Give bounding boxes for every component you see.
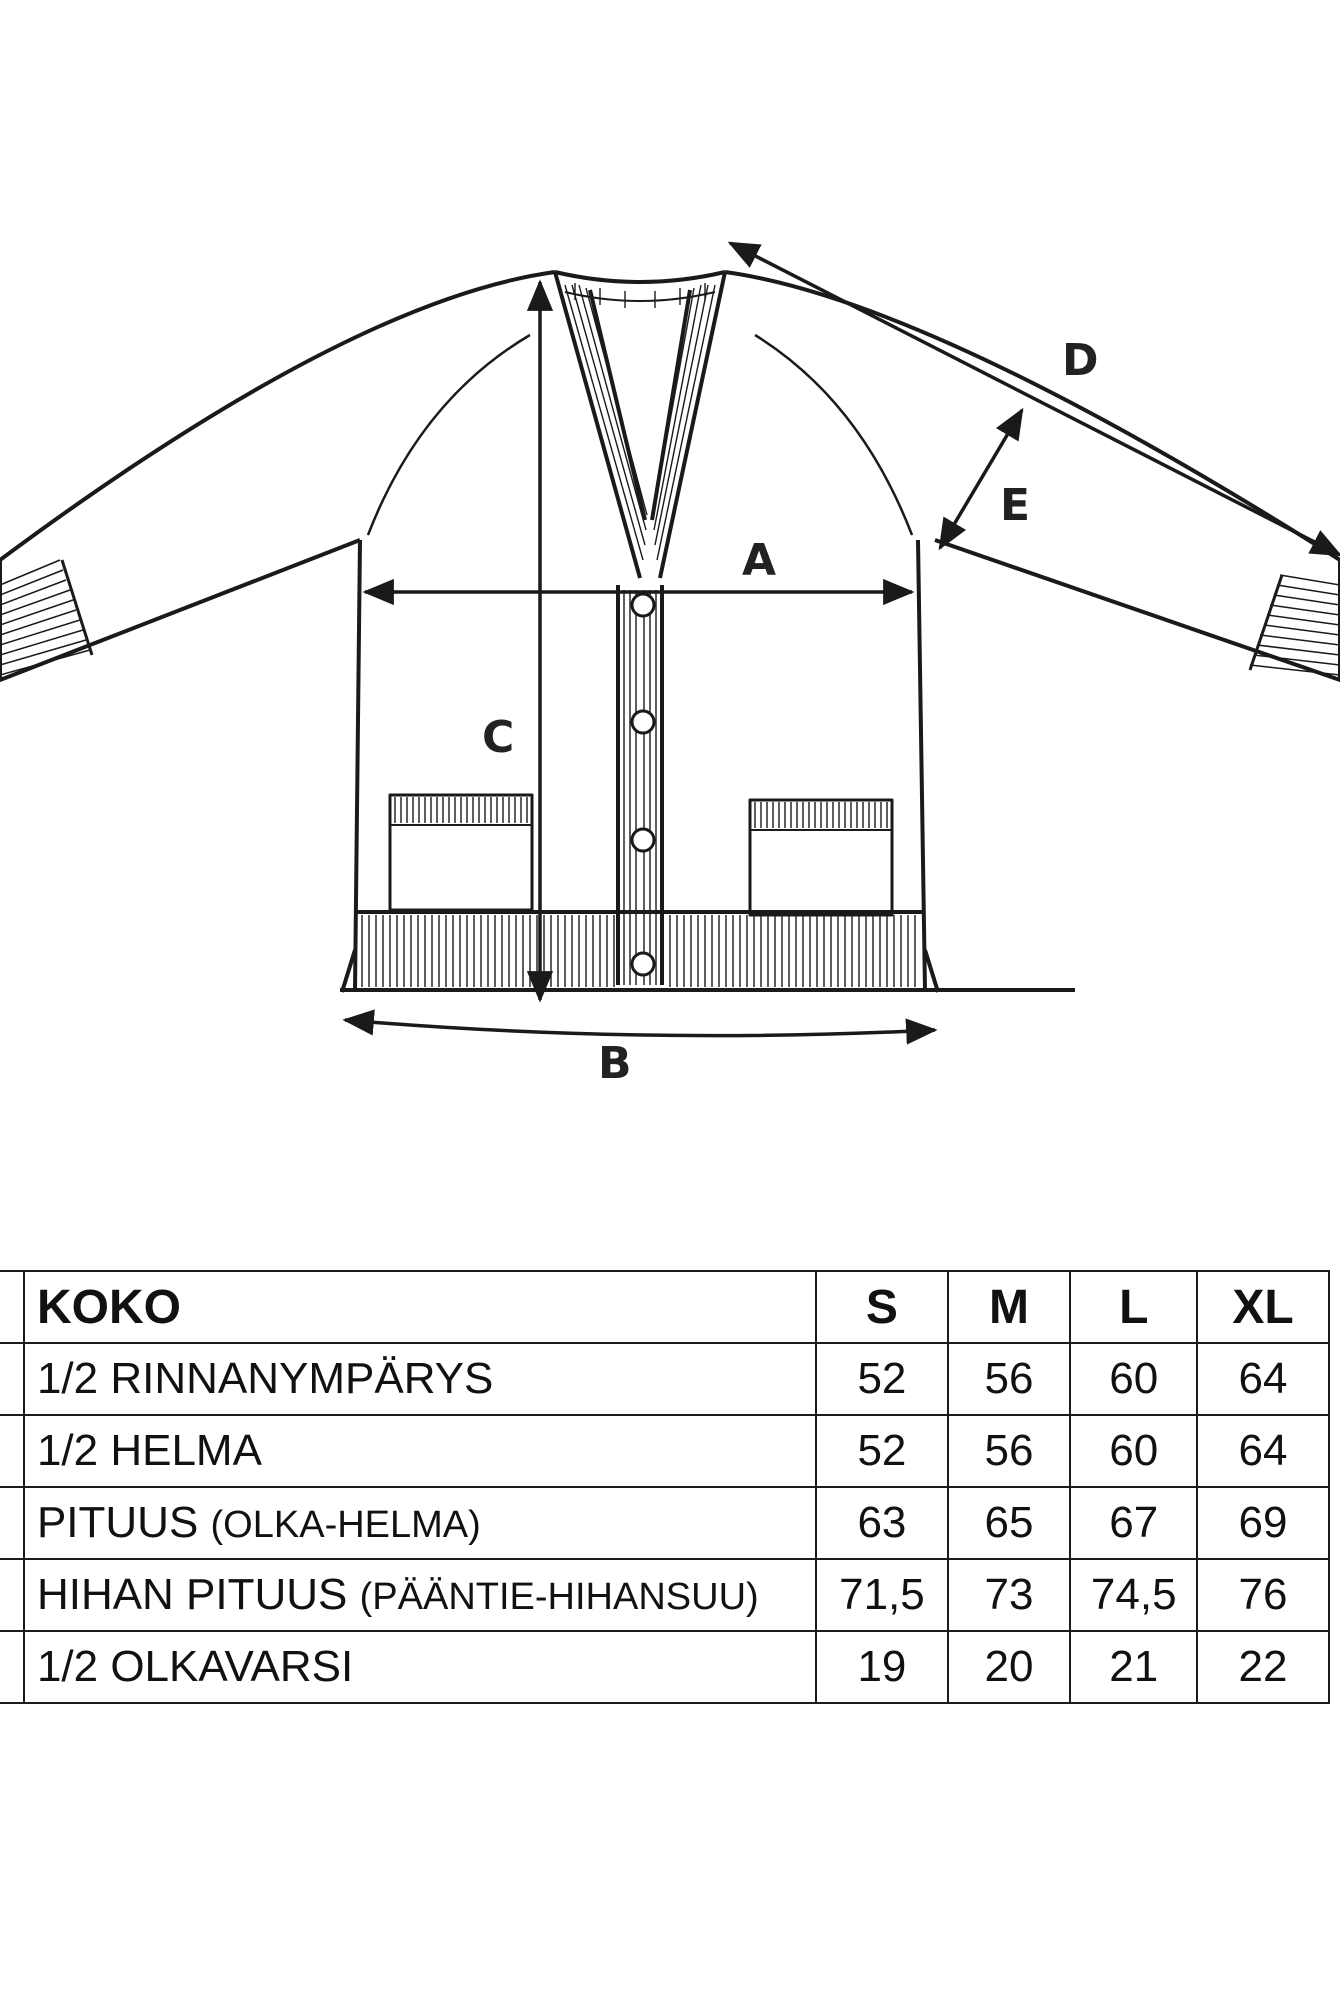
size-s-header: S bbox=[816, 1271, 947, 1343]
table-cell: 63 bbox=[816, 1487, 947, 1559]
table-cell: 71,5 bbox=[816, 1559, 947, 1631]
label-a: A bbox=[742, 535, 777, 586]
pocket-ribbing bbox=[395, 797, 887, 828]
size-m-header: M bbox=[948, 1271, 1071, 1343]
table-cell: 19 bbox=[816, 1631, 947, 1703]
cardigan-outline bbox=[0, 272, 1340, 992]
dimension-labels bbox=[482, 335, 1099, 1089]
table-cell: 73 bbox=[948, 1559, 1071, 1631]
placket-ribbing bbox=[624, 590, 656, 985]
button-4 bbox=[632, 953, 654, 975]
size-l-header: L bbox=[1070, 1271, 1197, 1343]
row-label: 1/2 RINNANYMPÄRYS bbox=[24, 1343, 816, 1415]
row-label: PITUUS (OLKA-HELMA) bbox=[24, 1487, 816, 1559]
left-neck-ribbing bbox=[565, 285, 647, 560]
table-cell: 64 bbox=[1197, 1343, 1329, 1415]
ribbing-texture bbox=[362, 283, 915, 987]
table-cell: 52 bbox=[816, 1415, 947, 1487]
button-3 bbox=[632, 829, 654, 851]
size-header-label: KOKO bbox=[24, 1271, 816, 1343]
size-table bbox=[0, 1270, 1330, 1704]
arrow-b bbox=[345, 1020, 935, 1036]
table-cell: 56 bbox=[948, 1415, 1071, 1487]
table-cell: 65 bbox=[948, 1487, 1071, 1559]
right-cuff-ribbing bbox=[1250, 575, 1340, 675]
table-cell: 52 bbox=[816, 1343, 947, 1415]
table-row bbox=[0, 1343, 1329, 1415]
arrow-d bbox=[730, 243, 1340, 555]
table-row bbox=[0, 1487, 1329, 1559]
label-b: B bbox=[598, 1038, 632, 1089]
table-row bbox=[0, 1415, 1329, 1487]
row-label: 1/2 OLKAVARSI bbox=[24, 1631, 816, 1703]
table-cell: 20 bbox=[948, 1631, 1071, 1703]
button-2 bbox=[632, 711, 654, 733]
table-cell: 67 bbox=[1070, 1487, 1197, 1559]
left-cuff-ribbing bbox=[0, 560, 90, 675]
measurement-arrows bbox=[345, 243, 1340, 1036]
row-label: 1/2 HELMA bbox=[24, 1415, 816, 1487]
table-row bbox=[0, 1559, 1329, 1631]
table-header-row bbox=[0, 1271, 1329, 1343]
table-cell: 69 bbox=[1197, 1487, 1329, 1559]
table-cell: 64 bbox=[1197, 1415, 1329, 1487]
table-cell: 74,5 bbox=[1070, 1559, 1197, 1631]
row-label: HIHAN PITUUS (PÄÄNTIE-HIHANSUU) bbox=[24, 1559, 816, 1631]
size-xl-header: XL bbox=[1197, 1271, 1329, 1343]
table-row bbox=[0, 1631, 1329, 1703]
table-cell: 60 bbox=[1070, 1415, 1197, 1487]
table-cell: 21 bbox=[1070, 1631, 1197, 1703]
table-cell: 60 bbox=[1070, 1343, 1197, 1415]
label-d: D bbox=[1062, 335, 1099, 386]
label-c: C bbox=[482, 712, 515, 763]
label-e: E bbox=[1000, 480, 1031, 531]
button-1 bbox=[632, 594, 654, 616]
hem-ribbing bbox=[362, 915, 915, 987]
table-cell: 76 bbox=[1197, 1559, 1329, 1631]
table-cell: 56 bbox=[948, 1343, 1071, 1415]
table-cell: 22 bbox=[1197, 1631, 1329, 1703]
